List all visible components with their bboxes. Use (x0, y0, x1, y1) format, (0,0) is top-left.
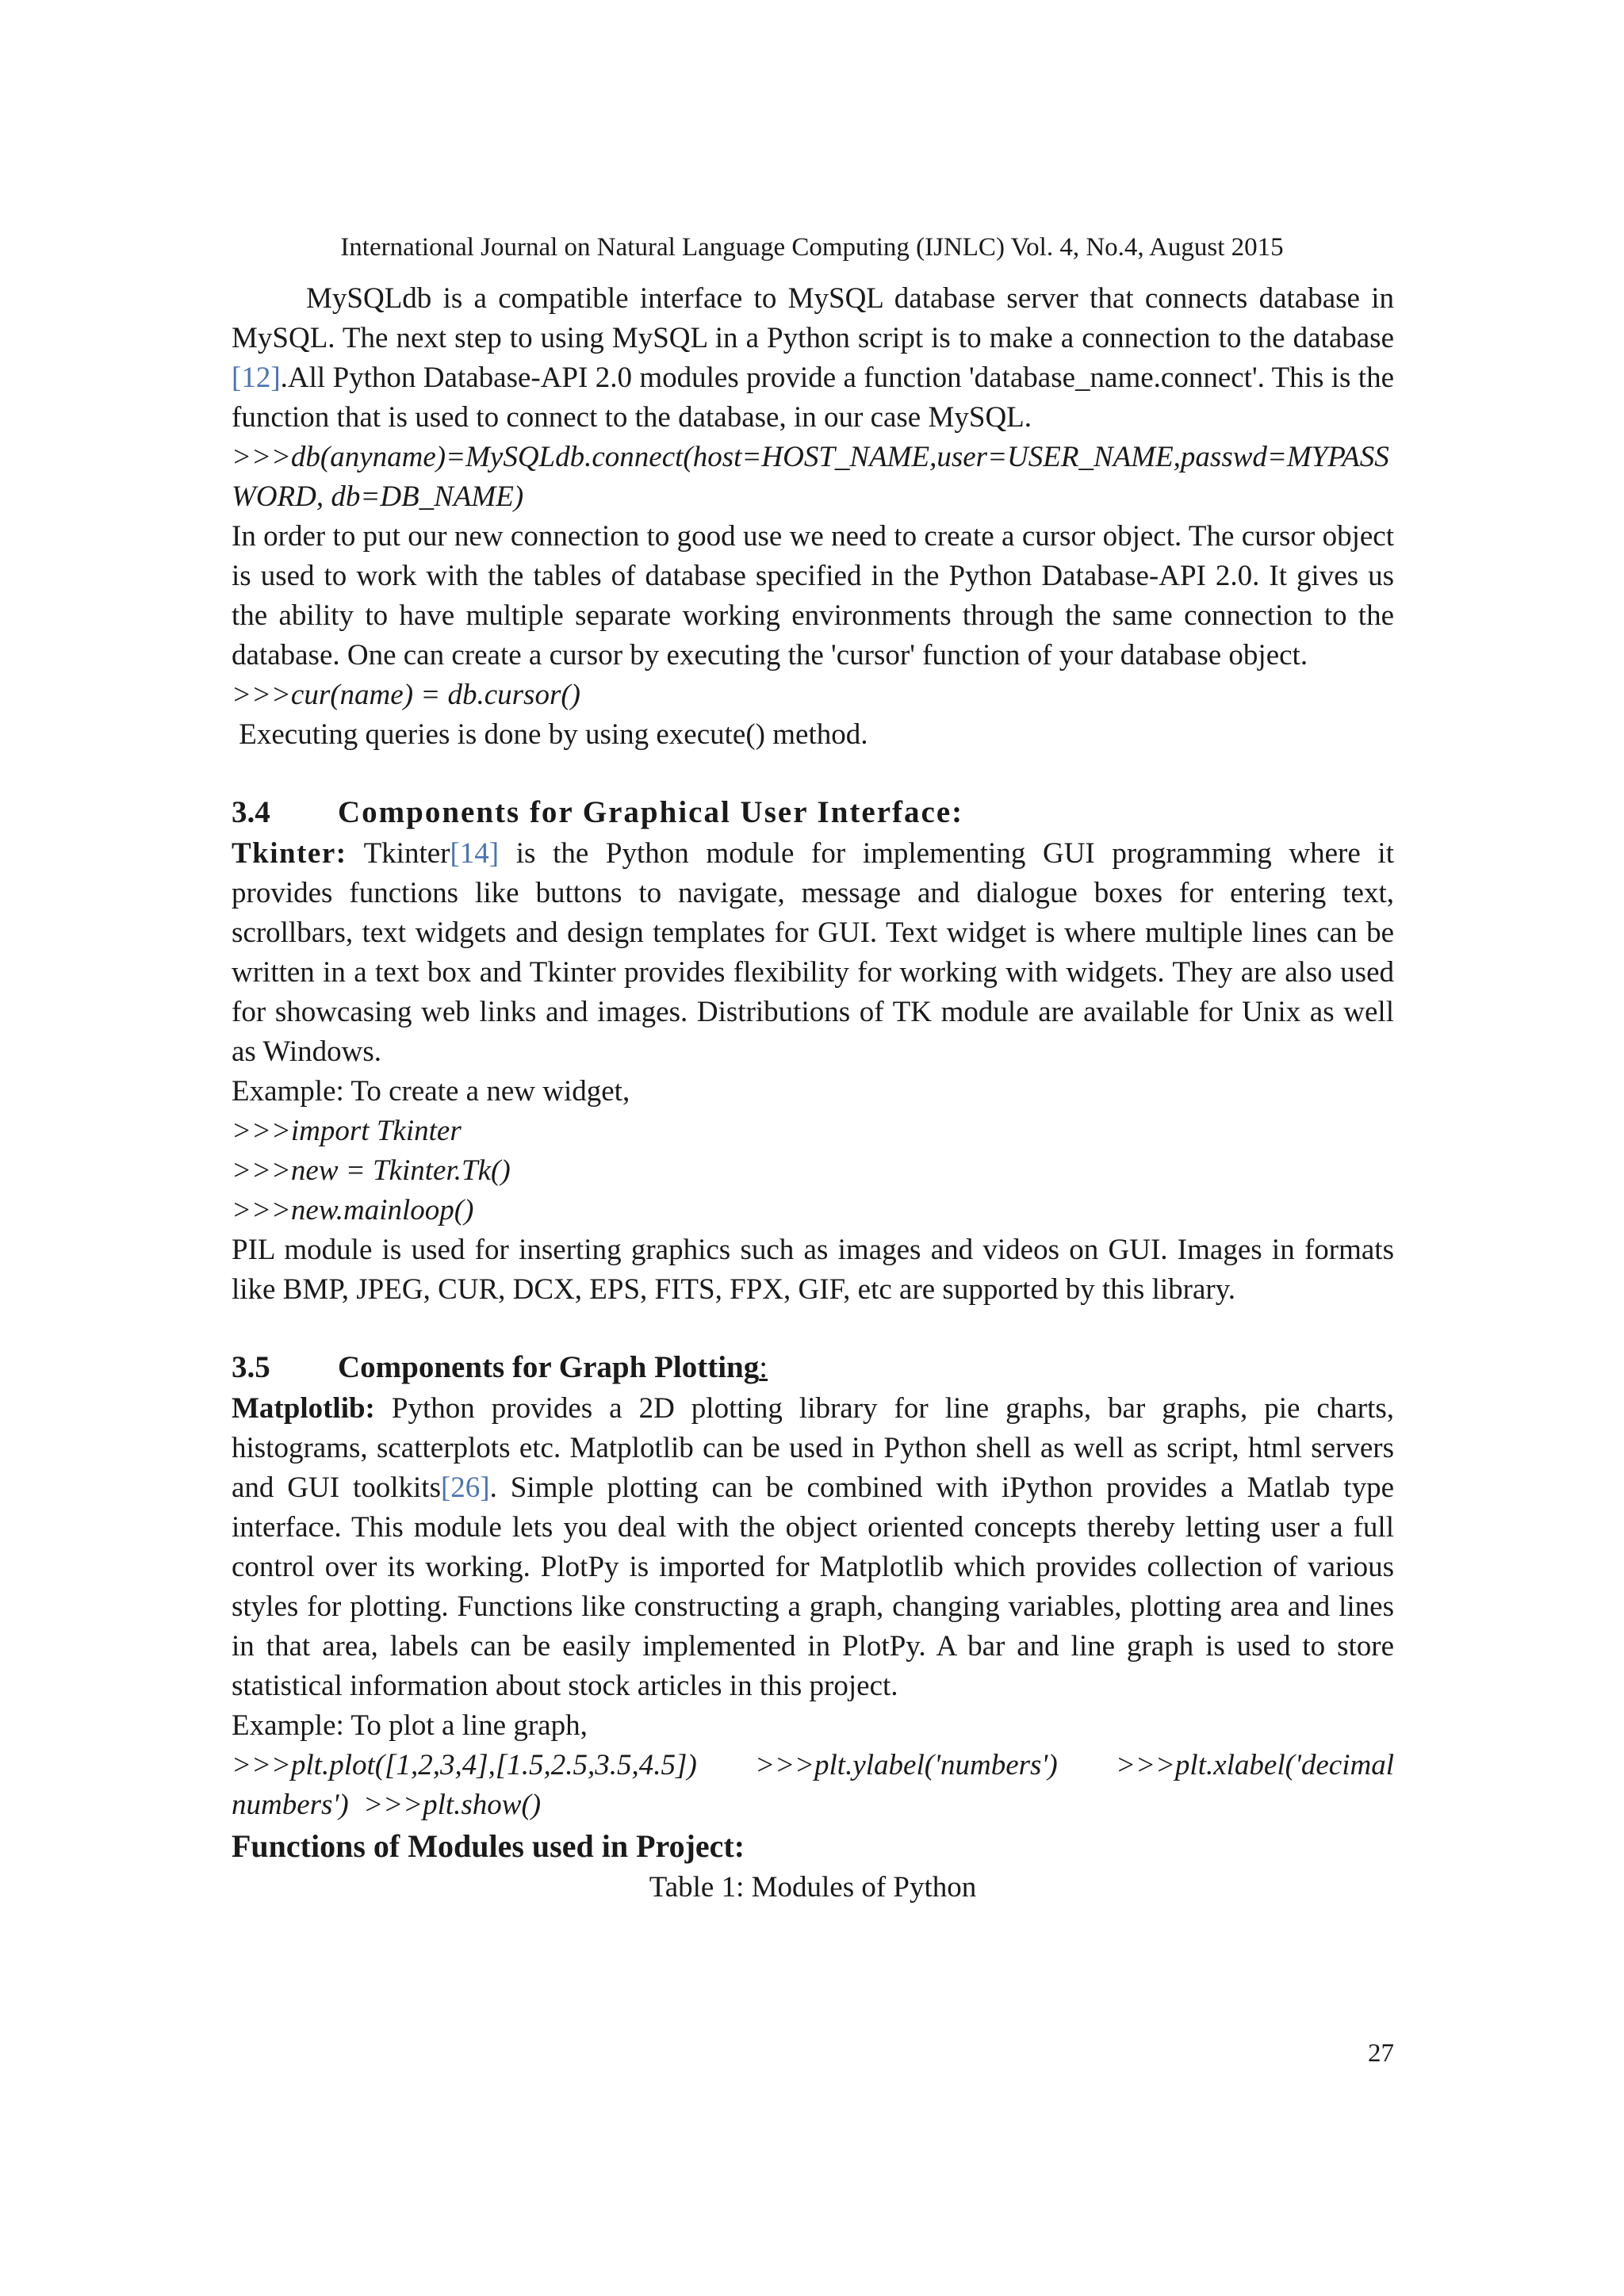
code-plot-show: numbers') >>>plt.show() (232, 1789, 542, 1821)
subheading-functions: Functions of Modules used in Project: (232, 1828, 745, 1864)
paragraph-pil: PIL module is used for inserting graphics such as images and videos on GUI. Images in formats like BMP, JPEG, CUR, DCX, EPS, FITS, FPX, GIF, etc are supported by this library. (232, 1234, 1394, 1306)
code-mainloop: >>>new.mainloop() (232, 1194, 474, 1226)
paragraph-matplotlib: Matplotlib: Python provides a 2D plotting library for line graphs, bar graphs, pie charts, histograms, scatterplots etc. Matplotlib can be used in Python shell as well as script, html servers and GUI toolkits[26]. Simple plotting can be combined with iPython provides a Matlab type interface. This module lets you deal with the object oriented concepts thereby letting user a full control over its working. PlotPy is imported for Matplotlib which provides collection of various styles for plotting. Functions like constructing a graph, changing variables, plotting area and lines in that area, labels can be easily implemented in PlotPy. A bar and line graph is used to store statistical information about stock articles in this project. (232, 1392, 1395, 1702)
code-plot-line: >>>plt.plot([1,2,3,4],[1.5,2.5,3.5,4.5]) >>>plt.ylabel('numbers') >>>plt.xlabel('decimal (232, 1749, 1394, 1781)
table-caption: Table 1: Modules of Python (649, 1871, 977, 1904)
code-db-connect: >>>db(anyname)=MySQLdb.connect(host=HOST_NAME,user=USER_NAME,passwd=MYPASSWORD, db=DB_NAME) (232, 441, 1389, 513)
paragraph-mysqldb: MySQLdb is a compatible interface to MySQL database server that connects database in MySQL. The next step to using MySQL in a Python script is to make a connection to the database [12].All Python Database-API 2.0 modules provide a function 'database_name.connect'. This is the function that is used to connect to the database, in our case MySQL. (232, 282, 1394, 434)
citation-link[interactable]: [12] (232, 362, 281, 394)
section-heading-3-4: 3.4 Components for Graphical User Interface: (232, 795, 964, 829)
paragraph-execute: Executing queries is done by using execute() method. (232, 718, 868, 751)
term-tkinter: Tkinter: (232, 837, 347, 870)
page-body (232, 279, 1394, 1908)
citation-link[interactable]: [26] (440, 1471, 490, 1504)
citation-link[interactable]: [14] (450, 837, 500, 870)
page-number: 27 (1368, 2039, 1394, 2068)
term-matplotlib: Matplotlib: (232, 1392, 375, 1425)
code-import-tkinter: >>>import Tkinter (232, 1115, 462, 1147)
code-cursor: >>>cur(name) = db.cursor() (232, 679, 580, 711)
paragraph-cursor: In order to put our new connection to good use we need to create a cursor object. The cursor object is used to work with the tables of database specified in the Python Database-API 2.0. It gives us the ability to have multiple separate working environments through the same connection to the database. One can create a cursor by executing the 'cursor' function of your database object. (232, 520, 1394, 672)
example-label-plot: Example: To plot a line graph, (232, 1709, 588, 1742)
example-label-widget: Example: To create a new widget, (232, 1075, 630, 1108)
paragraph-tkinter: Tkinter: Tkinter[14] is the Python module for implementing GUI programming where it provides functions like buttons to navigate, message and dialogue boxes for entering text, scrollbars, text widgets and design templates for GUI. Text widget is where multiple lines can be written in a text box and Tkinter provides flexibility for working with widgets. They are also used for showcasing web links and images. Distributions of TK module are available for Unix as well as Windows. (232, 837, 1394, 1068)
code-new-tk: >>>new = Tkinter.Tk() (232, 1154, 511, 1187)
running-header: International Journal on Natural Language Computing (IJNLC) Vol. 4, No.4, August 2015 (340, 233, 1284, 262)
section-heading-3-5: 3.5 Components for Graph Plotting: (232, 1350, 768, 1384)
